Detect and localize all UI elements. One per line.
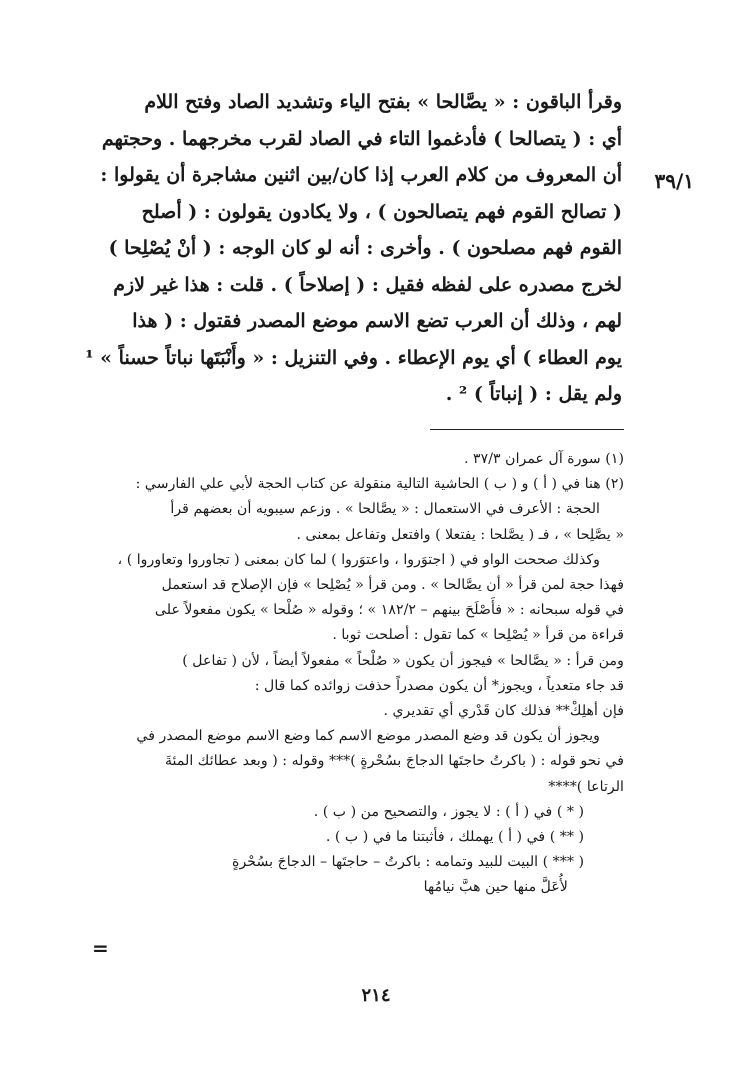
main-line [108,230,622,267]
main-line [85,340,622,377]
line-text: أي : ( يتصالحا ) فأدغموا التاء في الصاد لقرب مخرجهما . [162,127,622,150]
footnote-line: فإن أهلِكْ** فذلك كان قَدْري أي تقديري . [383,703,624,720]
main-line [112,303,622,340]
keyword: وقرأ الباقون [525,91,622,113]
main-line [101,121,622,158]
footnote-line: في نحو قوله : ( باكرتُ حاجتَها الدجاجَ بسُحْرةٍ )*** وقوله : ( وبعد عطائك المئةَ [164,753,624,770]
footnote-line: قراءة من قرأ « يُصْلِحا » كما تقول : أصلحت ثوبا . [332,627,624,644]
footnote-line: الرتاعا )**** [548,778,624,795]
line-text: ( تصالح القوم فهم يتصالحون ) ، ولا يكادون يقولون : ( أصلح [141,200,622,223]
line-text: ولم يقل : ( إنباتاً ) ² . [445,383,622,405]
continuation-mark: = [92,936,109,960]
keyword: وأخرى [380,237,432,259]
footnote-line: (٢) هنا في ( أ ) و ( ب ) الحاشية التالية منقولة عن كتاب الحجة لأبي علي الفارسي : [135,476,624,493]
keyword: وحجتهم [101,127,163,150]
footnote-line: فهذا حجة لمن قرأ « أن يصَّالحا » . ومن قرأ « يُصْلِحا » فإن الإصلاح قد استعمل [161,577,624,594]
main-line [100,157,622,194]
footnote-line: في قوله سبحانه : « فأَصْلَحَ بينهم – ١٨٢/٢ » ؛ وقوله « صُلْحا » يكون مفعولاً على [154,602,624,619]
footnote-line: ومن قرأ : « يصَّالحا » فيجوز أن يكون « صُلْحاً » مفعولاً أيضاً ، لأن ( تفاعل ) [182,652,624,669]
line-text: لخرج مصدره على لفظه فقيل : ( إصلاحاً ) . قلت : هذا غير لازم [113,273,622,296]
footnote-line: ( *** ) البيت للبيد وتمامه : باكرتُ – حاجتَها – الدجاجَ بسُحْرةٍ [232,854,584,871]
main-line [112,267,622,304]
main-line [112,194,622,231]
line-text: لهم ، وذلك أن العرب تضع الاسم موضع المصدر فقتول : ( هذا [132,310,622,332]
line-text: : « يصَّالحا » بفتح الياء وتشديد الصاد وفتح اللام [144,91,526,113]
footnotes-block [116,447,624,901]
footnote-line: ( * ) في ( أ ) : لا يجوز ، والتصحيح من ( ب ) . [313,803,584,820]
main-line [112,376,622,413]
line-text: أن المعروف من كلام العرب إذا كان/بين اثنين مشاجرة أن يقولوا : [100,164,622,186]
main-text-block [85,84,622,413]
footnote-divider [430,429,624,430]
page-number: ٢١٤ [361,985,391,1006]
line-text: يوم العطاء ) أي يوم الإعطاء . وفي التنزيل : « وأَنْبَتَها نباتاً حسناً » ¹ [85,346,622,369]
footnote-line: ( ** ) في ( أ ) يهملك ، فأثبتنا ما في ( ب ) . [325,829,584,846]
footnote-line: لأُعَلَّ منها حين هبَّ نيامُها [423,879,568,896]
footnote-line: قد جاء متعدياً ، ويجوز* أن يكون مصدراً حذفت زوائده كما قال : [254,677,624,694]
footnote-line: وكذلك صححت الواو في ( اجتوَروا ، واعتوَروا ) لما كان بمعنى ( تجاوروا وتعاوروا ) ، [117,551,600,568]
footnote-line: « يصَّلِحا » ، فـ ( يصَّلحا : يفتعلا ) وافتعل وتفاعل بمعنى . [296,526,624,543]
footnote-line: ويجوز أن يكون قد وضع المصدر موضع الاسم كما وضع الاسم موضع المصدر في [136,728,600,745]
footnote-line: الحجة : الأعرف في الاستعمال : « يصَّالحا » . وزعم سيبويه أن بعضهم قرأ [170,501,600,518]
line-text: : أنه لو كان الوجه : ( أنْ يُصْلِحا ) [108,237,381,259]
footnote-line: (١) سورة آل عمران ٣٧/٣ . [463,451,624,467]
main-line [112,84,622,121]
margin-reference: ٣٩/١ [654,169,694,193]
line-text: القوم فهم مصلحون ) . [431,237,622,259]
